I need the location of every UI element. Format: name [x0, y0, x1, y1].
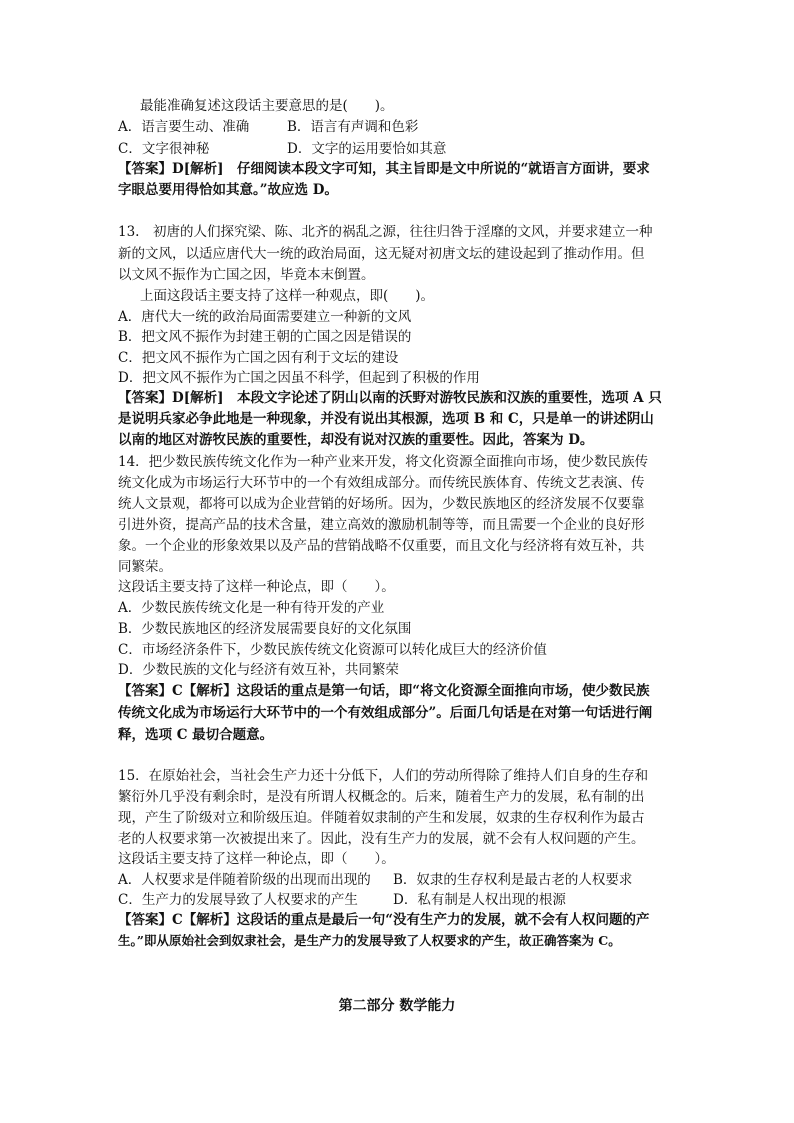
q12-option-b: B．语言有声调和色彩: [287, 119, 419, 135]
q13-answer-line-2: 是说明兵家必争此地是一种现象，并没有说出其根源，选项 B 和 C，只是单一的讲述阴山: [118, 411, 654, 427]
q15-stem: 这段话主要支持了这样一种论点，即（ ）。: [118, 851, 395, 867]
q14-option-c: C．市场经济条件下，少数民族传统文化资源可以转化成巨大的经济价值: [118, 642, 547, 658]
q14-passage-line-4: 引进外资，提高产品的技术含量，建立高效的激励机制等等，而且需要一个企业的良好形: [118, 517, 645, 533]
q14-option-b: B．少数民族地区的经济发展需要良好的文化氛围: [118, 621, 412, 637]
q15-passage-line-3: 现，产生了阶级对立和阶级压迫。伴随着奴隶制的产生和发展，奴隶的生存权利作为最古: [118, 810, 645, 826]
q15-answer-line-2: 生。”即从原始社会到奴隶社会，是生产力的发展导致了人权要求的产生，故正确答案为 C。: [118, 933, 621, 948]
q12-option-c: C．文字很神秘: [118, 141, 210, 157]
section-heading: 第二部分 数学能力: [338, 998, 456, 1014]
q12-answer-line-1: 【答案】D[解析] 仔细阅读本段文字可知，其主旨即是文中所说的“就语言方面讲，要求: [118, 161, 650, 177]
q13-answer-line-3: 以南的地区对游牧民族的重要性，却没有说对汉族的重要性。因此，答案为 D。: [118, 432, 594, 448]
q15-answer-line-1: 【答案】C【解析】这段话的重点是最后一句“没有生产力的发展，就不会有人权问题的产: [118, 912, 650, 928]
q13-stem: 上面这段话主要支持了这样一种观点，即( )。: [140, 288, 435, 304]
q12-option-d: D．文字的运用要恰如其意: [287, 141, 447, 157]
q13-answer-line-1: 【答案】D[解析] 本段文字论述了阴山以南的沃野对游牧民族和汉族的重要性，选项 A 只: [118, 390, 662, 406]
q14-passage-line-5: 象。一个企业的形象效果以及产品的营销战略不仅重要，而且文化与经济将有效互补，共: [118, 538, 645, 554]
q14-passage-line-2: 统文化成为市场运行大环节中的一个有效组成部分。而传统民族体育、传统文艺表演、传: [118, 475, 645, 491]
q15-option-a: A．人权要求是伴随着阶级的出现而出现的: [118, 872, 371, 888]
q14-answer-line-3: 释，选项 C 最切合题意。: [118, 727, 274, 743]
q13-passage-line-1: 13. 初唐的人们探究梁、陈、北齐的祸乱之源，往往归咎于淫靡的文风，并要求建立一种: [118, 224, 653, 240]
q13-passage-line-2: 新的文风，以适应唐代大一统的政治局面，这无疑对初唐文坛的建设起到了推动作用。但: [118, 246, 645, 262]
q12-option-a: A．语言要生动、准确: [118, 119, 250, 135]
q13-option-b: B．把文风不振作为封建王朝的亡国之因是错误的: [118, 329, 412, 345]
q14-answer-line-1: 【答案】C【解析】这段话的重点是第一句话，即“将文化资源全面推向市场，使少数民族: [118, 683, 650, 699]
q14-answer-line-2: 传统文化成为市场运行大环节中的一个有效组成部分”。后面几句话是在对第一句话进行阐: [118, 705, 653, 721]
q13-option-a: A．唐代大一统的政治局面需要建立一种新的文风: [118, 309, 412, 325]
q15-option-c: C．生产力的发展导致了人权要求的产生: [118, 892, 358, 908]
q15-option-d: D．私有制是人权出现的根源: [393, 892, 566, 908]
q13-passage-line-3: 以文风不振作为亡国之因，毕竟本末倒置。: [118, 267, 375, 283]
q14-option-d: D．少数民族的文化与经济有效互补，共同繁荣: [118, 662, 399, 678]
q12-answer-line-2: 字眼总要用得恰如其意。”故应选 D。: [118, 182, 338, 198]
q15-passage-line-4: 老的人权要求第一次被提出来了。因此，没有生产力的发展，就不会有人权问题的产生。: [118, 831, 645, 847]
q13-option-d: D．把文风不振作为亡国之因虽不科学，但起到了积极的作用: [118, 370, 480, 386]
q15-passage-line-1: 15．在原始社会，当社会生产力还十分低下，人们的劳动所得除了维持人们自身的生存和: [118, 768, 649, 784]
q12-stem: 最能准确复述这段话主要意思的是( )。: [140, 98, 394, 114]
q15-passage-line-2: 繁衍外几乎没有剩余时，是没有所谓人权概念的。后来，随着生产力的发展，私有制的出: [118, 789, 645, 805]
q14-passage-line-6: 同繁荣。: [118, 559, 172, 575]
q14-option-a: A．少数民族传统文化是一种有待开发的产业: [118, 600, 385, 616]
q15-option-b: B．奴隶的生存权利是最古老的人权要求: [393, 872, 633, 888]
q14-passage-line-1: 14．把少数民族传统文化作为一种产业来开发，将文化资源全面推向市场，使少数民族传: [118, 454, 649, 470]
q14-passage-line-3: 统人文景观，都将可以成为企业营销的好场所。因为，少数民族地区的经济发展不仅要靠: [118, 496, 645, 512]
q14-stem: 这段话主要支持了这样一种论点，即（ ）。: [118, 579, 395, 595]
q13-option-c: C．把文风不振作为亡国之因有利于文坛的建设: [118, 350, 399, 366]
